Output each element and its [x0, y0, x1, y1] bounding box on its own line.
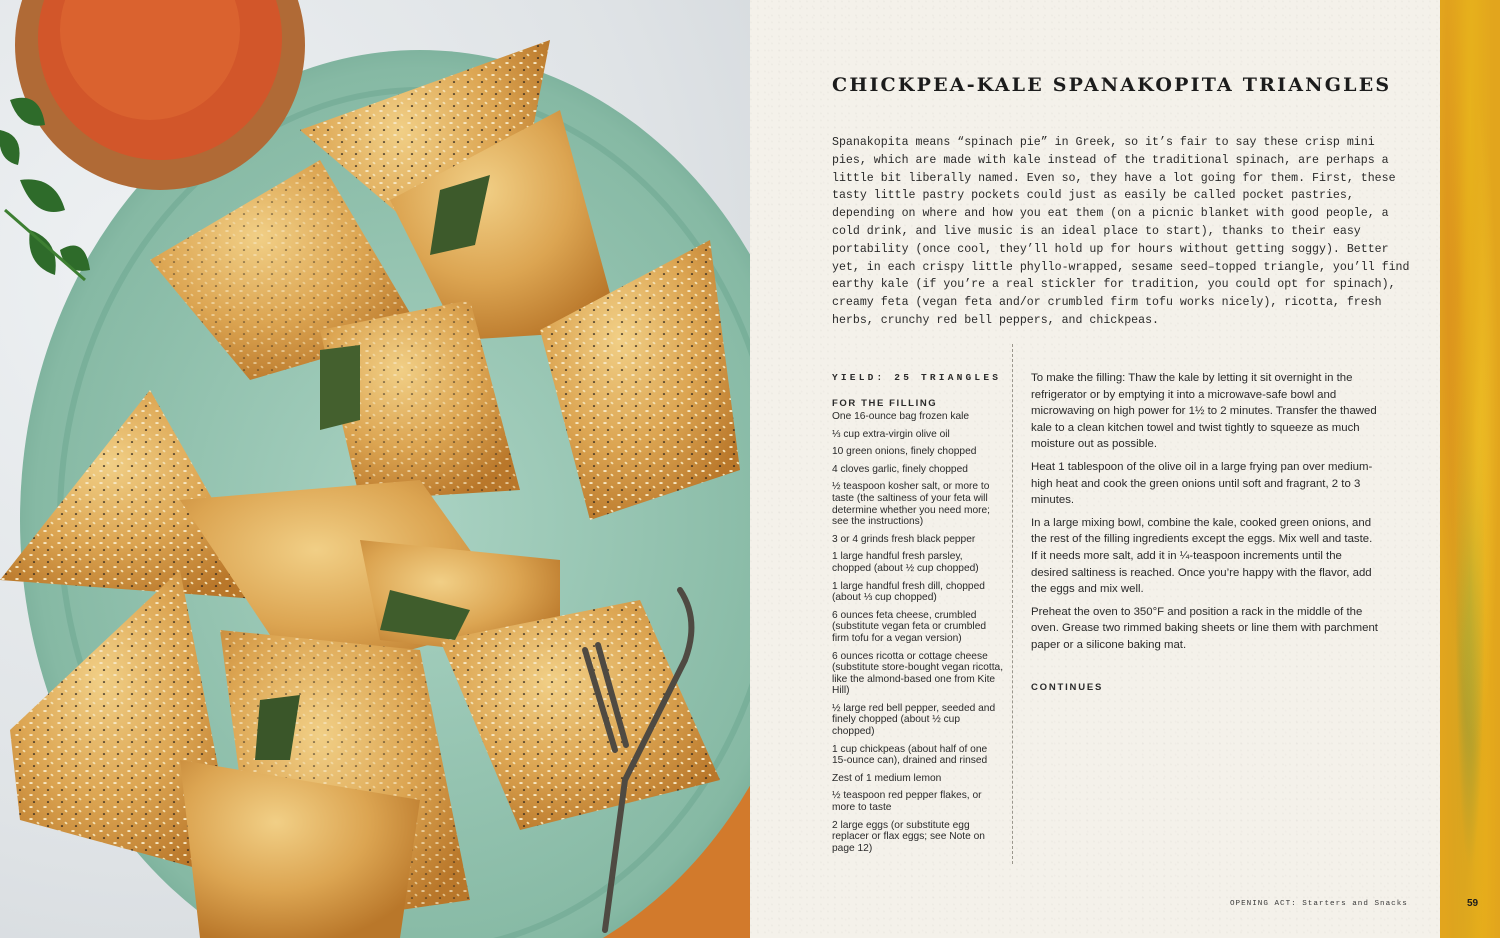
ingredient-item: 1 cup chickpeas (about half of one 15-ounce can), drained and rinsed: [832, 743, 988, 767]
page-number: 59: [1467, 898, 1479, 909]
column-divider: [1012, 344, 1013, 864]
recipe-intro: Spanakopita means “spinach pie” in Greek, so it’s fair to say these crisp mini pies, which are made with kale instead of the traditional spinach, are perhaps a little bit liberally named. Even so, they have a lot going for them. First, these tasty little pastry pockets could just as easily be called pocket pastries, depending on where and how you eat them (on a picnic blanket with good people, a cold drink, and live music is an ideal place to start), thanks to their easy portability (once cool, they’ll hold up for hours without getting soggy). Better yet, in each crispy little phyllo-wrapped, sesame seed–topped triangle, you’ll find earthy kale (if you’re a real stickler for tradition, you could opt for spinach), creamy feta (vegan feta and/or crumbled firm tofu works nicely), ricotta, fresh herbs, crunchy red bell peppers, and chickpeas.: [832, 136, 1410, 327]
ingredient-item: 6 ounces ricotta or cottage cheese (substitute store-bought vegan ricotta, like the almond-based one from Kite Hill): [832, 650, 1004, 697]
ingredient-item: ½ teaspoon kosher salt, or more to taste (the saltiness of your feta will determine whether you need more; see the instructions): [832, 481, 990, 528]
method-steps: [1031, 370, 1381, 660]
ingredient-item: 1 large handful fresh dill, chopped (about ⅓ cup chopped): [832, 580, 985, 604]
ingredient-item: 2 large eggs (or substitute egg replacer or flax eggs; see Note on page 12): [832, 819, 985, 854]
ingredient-item: 3 or 4 grinds fresh black pepper: [832, 533, 976, 545]
method-step: To make the filling: Thaw the kale by letting it sit overnight in the refrigerator or by emptying it into a microwave-safe bowl and microwaving on high power for 1½ to 2 minutes. Transfer the thawed kale to a clean kitchen towel and twist tightly to squeeze as much moisture out as possible.: [1031, 372, 1377, 451]
ingredient-item: Zest of 1 medium lemon: [832, 772, 942, 784]
method-step: Preheat the oven to 350°F and position a rack in the middle of the oven. Grease two rimmed baking sheets or line them with parchment paper or a silicone baking mat.: [1031, 605, 1378, 651]
continues-label: CONTINUES: [1031, 682, 1104, 693]
recipe-title: CHICKPEA-KALE SPANAKOPITA TRIANGLES: [832, 74, 1392, 96]
ingredient-item: 10 green onions, finely chopped: [832, 446, 977, 458]
ingredient-item: ⅓ cup extra-virgin olive oil: [832, 428, 950, 440]
ingredients-heading: FOR THE FILLING: [832, 398, 938, 409]
ingredient-item: ½ large red bell pepper, seeded and finely chopped (about ½ cup chopped): [832, 702, 996, 738]
ingredient-item: 6 ounces feta cheese, crumbled (substitute vegan feta or crumbled firm tofu for a vegan version): [832, 609, 987, 644]
recipe-yield: YIELD: 25 TRIANGLES: [832, 372, 1002, 383]
method-step: In a large mixing bowl, combine the kale, cooked green onions, and the rest of the filling ingredients except the eggs. Mix well and taste. If it needs more salt, add it in ¼-teaspoon increments until the desired saltiness is reached. Once you’re happy with the flavor, add the eggs and mix well.: [1031, 516, 1373, 596]
ingredient-item: One 16-ounce bag frozen kale: [832, 411, 970, 422]
page-edge-decoration: [1440, 0, 1500, 938]
ingredient-item: ½ teaspoon red pepper flakes, or more to taste: [832, 790, 982, 814]
running-footer: OPENING ACT: Starters and Snacks: [1230, 900, 1408, 908]
method-step: Heat 1 tablespoon of the olive oil in a large frying pan over medium-high heat and cook the green onions until soft and fragrant, 2 to 3 minutes.: [1031, 460, 1373, 507]
ingredient-item: 4 cloves garlic, finely chopped: [832, 463, 968, 475]
ingredient-list: [832, 411, 1004, 860]
ingredient-item: 1 large handful fresh parsley, chopped (about ½ cup chopped): [832, 551, 979, 574]
